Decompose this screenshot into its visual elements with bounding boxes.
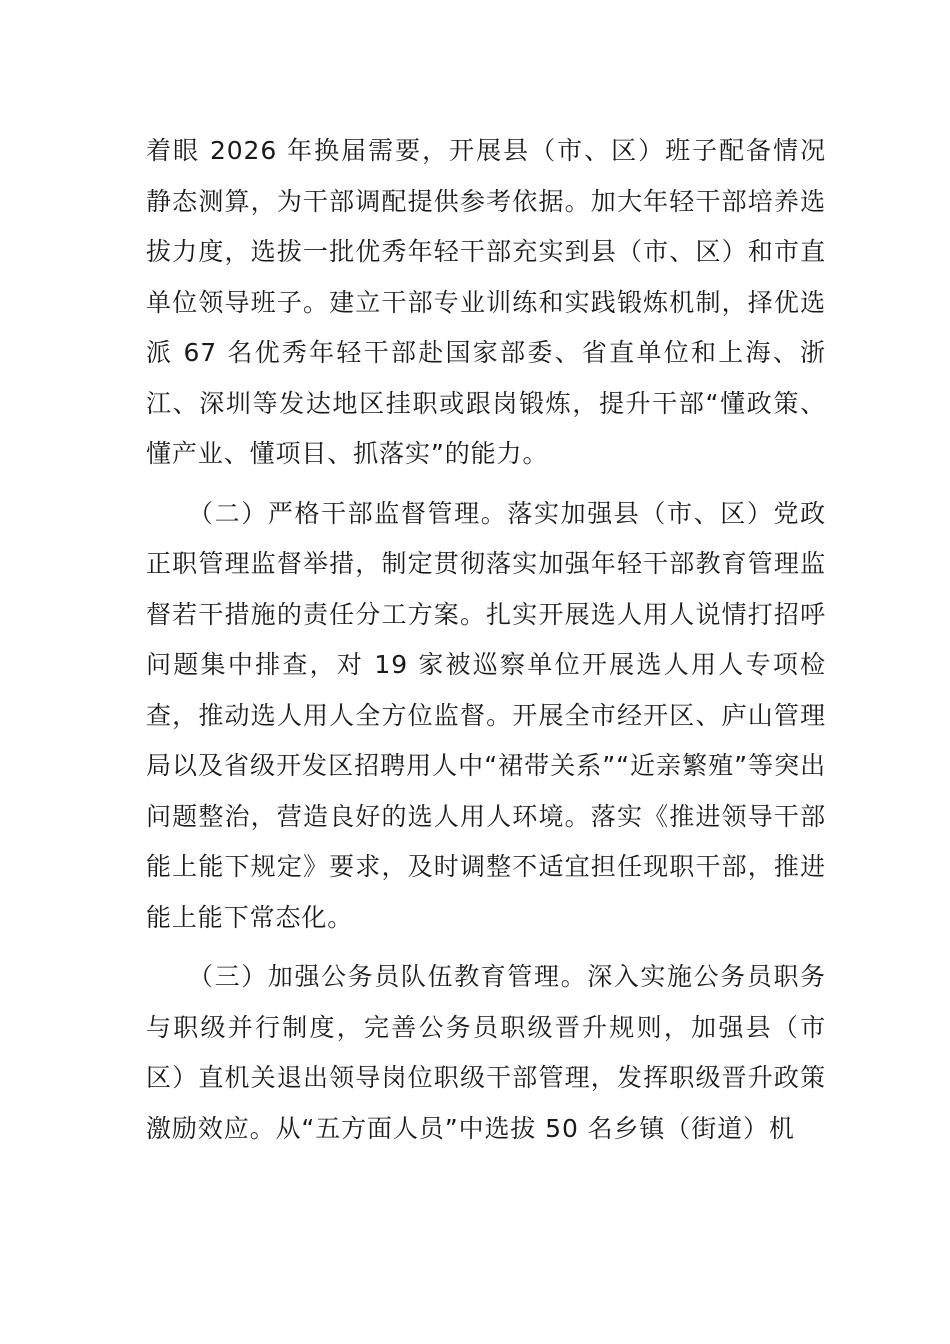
- document-body: [146, 126, 826, 1154]
- paragraph-2: （二）严格干部监督管理。落实加强县（市、区）党政正职管理监督举措，制定贯彻落实加强年轻干部教育管理监督若干措施的责任分工方案。扎实开展选人用人说情打招呼问题集中排查，对 19 家被巡察单位开展选人用人专项检查，推动选人用人全方位监督。开展全市经开区、庐山管理局以及省级开发区招聘用人中“裙带关系”“近亲繁殖”等突出问题整治，营造良好的选人用人环境。落实《推进领导干部能上能下规定》要求，及时调整不适宜担任现职干部，推进能上能下常态化。: [146, 498, 826, 932]
- paragraph-1: 着眼 2026 年换届需要，开展县（市、区）班子配备情况静态测算，为干部调配提供参考依据。加大年轻干部培养选拔力度，选拔一批优秀年轻干部充实到县（市、区）和市直单位领导班子。建立干部专业训练和实践锻炼机制，择优选派 67 名优秀年轻干部赴国家部委、省直单位和上海、浙江、深圳等发达地区挂职或跟岗锻炼，提升干部“懂政策、懂产业、懂项目、抓落实”的能力。: [146, 136, 826, 468]
- paragraph-3: （三）加强公务员队伍教育管理。深入实施公务员职务与职级并行制度，完善公务员职级晋升规则，加强县（市区）直机关退出领导岗位职级干部管理，发挥职级晋升政策激励效应。从“五方面人员”中选拔 50 名乡镇（街道）机: [146, 962, 826, 1143]
